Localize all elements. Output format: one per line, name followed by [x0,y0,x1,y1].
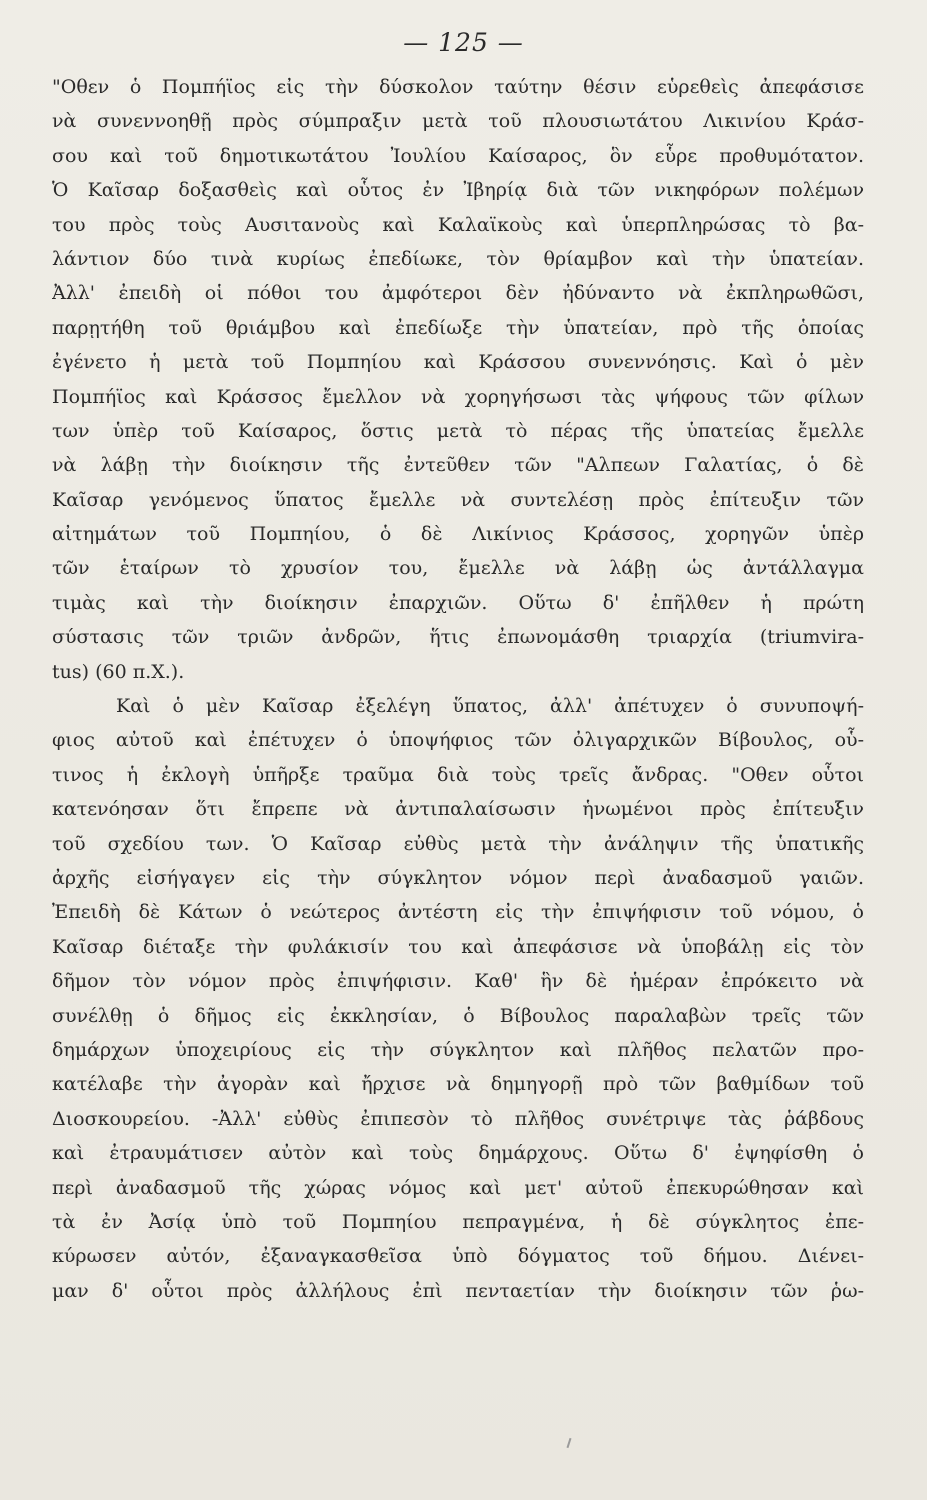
text-line: Καῖσαρ γενόμενος ὕπατος ἔμελλε νὰ συντελέσῃ πρὸς ἐπίτευξιν τῶν [52,488,864,511]
text-line: Ἐπειδὴ δὲ Κάτων ὁ νεώτερος ἀντέστη εἰς τὴν ἐπιψήφισιν τοῦ νόμου, ὁ [52,901,864,924]
text-line: tus) (60 π.Χ.). [52,660,185,683]
text-line: νὰ λάβῃ τὴν διοίκησιν τῆς ἐντεῦθεν τῶν "Αλπεων Γαλατίας, ὁ δὲ [52,454,864,477]
text-line: καὶ ἐτραυμάτισεν αὐτὸν καὶ τοὺς δημάρχους. Οὕτω δ' ἐψηφίσθη ὁ [52,1142,864,1165]
text-line: Διοσκουρείου. -Ἀλλ' εὐθὺς ἐπιπεσὸν τὸ πλῆθος συνέτριψε τὰς ῥάβδους [52,1107,864,1130]
text-line: σου καὶ τοῦ δημοτικωτάτου Ἰουλίου Καίσαρος, ὃν εὗρε προθυμότατον. [52,144,864,167]
text-line: του πρὸς τοὺς Αυσιτανοὺς καὶ Καλαϊκοὺς καὶ ὑπερπληρώσας τὸ βα- [52,213,864,236]
text-line: συνέλθῃ ὁ δῆμος εἰς ἐκκλησίαν, ὁ Βίβουλος παραλαβὼν τρεῖς τῶν [52,1004,864,1027]
text-line: κύρωσεν αὐτόν, ἐξαναγκασθεῖσα ὑπὸ δόγματος τοῦ δήμου. Διένει- [52,1245,864,1268]
text-line: κατενόησαν ὅτι ἔπρεπε νὰ ἀντιπαλαίσωσιν ἡνωμένοι πρὸς ἐπίτευξιν [52,798,864,821]
page-number: — 125 — [403,28,524,57]
text-line: τὰ ἐν Ἀσίᾳ ὑπὸ τοῦ Πομπηίου πεπραγμένα, ἡ δὲ σύγκλητος ἐπε- [52,1210,864,1233]
text-line: τῶν ἑταίρων τὸ χρυσίον του, ἔμελλε νὰ λάβῃ ὡς ἀντάλλαγμα [52,557,864,580]
text-line: Καῖσαρ διέταξε τὴν φυλάκισίν του καὶ ἀπεφάσισε νὰ ὑποβάλῃ εἰς τὸν [52,935,864,958]
text-line: τιμὰς καὶ τὴν διοίκησιν ἐπαρχιῶν. Οὕτω δ' ἐπῆλθεν ἡ πρώτη [52,591,864,614]
text-line: Ἀλλ' ἐπειδὴ οἱ πόθοι του ἀμφότεροι δὲν ἠδύναντο νὰ ἐκπληρωθῶσι, [52,282,864,305]
text-line: Πομπήϊος καὶ Κράσσος ἔμελλον νὰ χορηγήσωσι τὰς ψήφους τῶν φίλων [52,385,864,408]
text-line: ἐγένετο ἡ μετὰ τοῦ Πομπηίου καὶ Κράσσου συνεννόησις. Καὶ ὁ μὲν [52,351,864,374]
text-line: Ὁ Καῖσαρ δοξασθεὶς καὶ οὗτος ἐν Ἰβηρίᾳ διὰ τῶν νικηφόρων πολέμων [52,179,864,202]
text-line: ἀρχῆς εἰσήγαγεν εἰς τὴν σύγκλητον νόμον περὶ ἀναδασμοῦ γαιῶν. [52,866,864,889]
text-line: μαν δ' οὗτοι πρὸς ἀλλήλους ἐπὶ πενταετίαν τὴν διοίκησιν τῶν ῥω- [52,1279,864,1302]
text-line: τοῦ σχεδίου των. Ὁ Καῖσαρ εὐθὺς μετὰ τὴν ἀνάληψιν τῆς ὑπατικῆς [52,832,864,855]
text-line: Καὶ ὁ μὲν Καῖσαρ ἐξελέγη ὕπατος, ἀλλ' ἀπέτυχεν ὁ συνυποψή- [116,695,864,718]
text-line: παρῃτήθη τοῦ θριάμβου καὶ ἐπεδίωξε τὴν ὑπατείαν, πρὸ τῆς ὁποίας [52,316,864,339]
text-line: αἰτημάτων τοῦ Πομπηίου, ὁ δὲ Λικίνιος Κράσσος, χορηγῶν ὑπὲρ [52,523,864,546]
text-line: φιος αὐτοῦ καὶ ἐπέτυχεν ὁ ὑποψήφιος τῶν ὀλιγαρχικῶν Βίβουλος, οὗ- [52,729,864,752]
stray-ink-mark [567,1438,572,1448]
body-text [52,70,864,1308]
text-line: των ὑπὲρ τοῦ Καίσαρος, ὅστις μετὰ τὸ πέρας τῆς ὑπατείας ἔμελλε [52,419,864,442]
text-line: λάντιον δύο τινὰ κυρίως ἐπεδίωκε, τὸν θρίαμβον καὶ τὴν ὑπατείαν. [52,247,864,270]
text-line: τινος ἡ ἐκλογὴ ὑπῆρξε τραῦμα διὰ τοὺς τρεῖς ἄνδρας. "Οθεν οὗτοι [52,763,864,786]
text-line: νὰ συνεννοηθῇ πρὸς σύμπραξιν μετὰ τοῦ πλουσιωτάτου Λικινίου Κράσ- [52,110,864,133]
text-line: περὶ ἀναδασμοῦ τῆς χώρας νόμος καὶ μετ' αὐτοῦ ἐπεκυρώθησαν καὶ [52,1176,864,1199]
text-line: σύστασις τῶν τριῶν ἀνδρῶν, ἥτις ἐπωνομάσθη τριαρχία (triumvira- [52,626,864,649]
text-line: δῆμον τὸν νόμον πρὸς ἐπιψήφισιν. Καθ' ἣν δὲ ἡμέραν ἐπρόκειτο νὰ [52,970,864,993]
text-line: κατέλαβε τὴν ἀγορὰν καὶ ἤρχισε νὰ δημηγορῇ πρὸ τῶν βαθμίδων τοῦ [52,1073,864,1096]
text-line: "Οθεν ὁ Πομπήϊος εἰς τὴν δύσκολον ταύτην θέσιν εὑρεθεὶς ἀπεφάσισε [52,76,864,98]
text-line: δημάρχων ὑποχειρίους εἰς τὴν σύγκλητον καὶ πλῆθος πελατῶν προ- [52,1038,864,1061]
